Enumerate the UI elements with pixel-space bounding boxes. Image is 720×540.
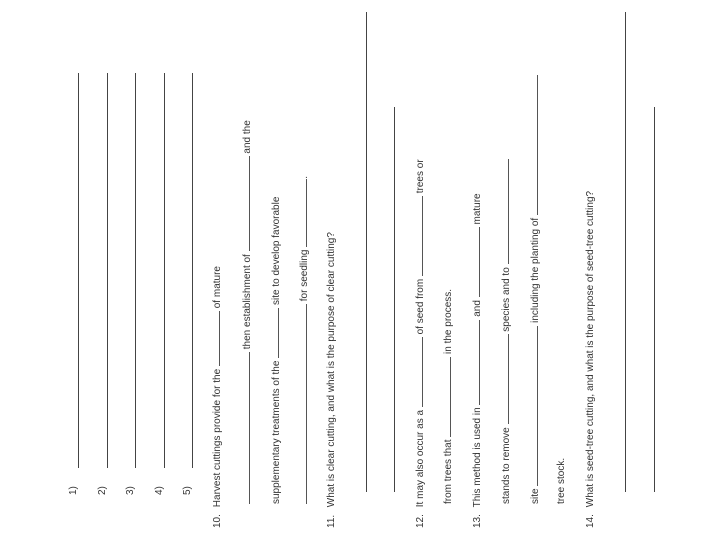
question-10-line-4 [297, 176, 311, 504]
answer-line-2[interactable] [107, 73, 108, 468]
q13-text-1c: mature [472, 193, 483, 225]
q12-blank-1[interactable] [413, 337, 423, 407]
q10-blank-3[interactable] [240, 156, 250, 251]
answer-line-5[interactable] [192, 73, 193, 468]
question-10-line-2 [240, 120, 254, 504]
question-14 [585, 191, 597, 528]
q10-text-3b: site to develop favorable [271, 196, 282, 306]
q13-text-2a: stands to remove [501, 427, 512, 504]
q13-blank-5[interactable] [528, 326, 538, 486]
q12-text-1a: It may also occur as a [415, 409, 426, 508]
list-number-1: 1) [68, 486, 79, 495]
q10-text-1a: Harvest cuttings provide for the [212, 368, 223, 508]
q10-text-2a: then establishment of [242, 254, 253, 350]
q10-blank-1[interactable] [210, 311, 220, 366]
q13-text-3b: including the planting of [530, 217, 541, 323]
question-12-line-1 [413, 159, 427, 528]
q13-blank-4[interactable] [499, 159, 509, 264]
question-13-line-4: tree stock. [556, 457, 567, 504]
q11-answer-line-2[interactable] [394, 107, 395, 492]
question-13-number: 13. [472, 514, 483, 528]
question-14-number: 14. [585, 514, 596, 528]
list-number-3: 3) [125, 486, 136, 495]
q12-text-1b: of seed from [415, 278, 426, 335]
q10-blank-5[interactable] [297, 304, 307, 504]
q10-text-4b: . [299, 175, 310, 179]
question-11 [326, 232, 338, 528]
question-11-number: 11. [326, 514, 337, 528]
question-10-line-1 [210, 266, 224, 528]
question-10-line-3 [269, 197, 283, 504]
question-14-text: What is seed-tree cutting, and what is the purpose of seed-tree cutting? [585, 190, 596, 508]
q13-text-3a: site [530, 488, 541, 504]
q13-blank-1[interactable] [470, 320, 480, 405]
answer-line-3[interactable] [135, 73, 136, 468]
q13-blank-2[interactable] [470, 227, 480, 297]
q10-blank-4[interactable] [269, 308, 279, 358]
q12-text-2a: from trees that [443, 439, 454, 504]
q13-blank-6[interactable] [528, 75, 538, 215]
question-10-number: 10. [212, 514, 223, 528]
q10-text-3a: supplementary treatments of the [271, 360, 282, 504]
q11-answer-line-1[interactable] [366, 12, 367, 492]
q13-blank-3[interactable] [499, 335, 509, 425]
q12-text-1c: trees or [415, 159, 426, 194]
list-number-2: 2) [97, 486, 108, 495]
q12-text-2b: in the process. [443, 288, 454, 354]
q14-answer-line-2[interactable] [654, 107, 655, 492]
question-12-number: 12. [415, 514, 426, 528]
q12-blank-2[interactable] [413, 196, 423, 276]
q10-text-1b: of mature [212, 266, 223, 309]
question-12-line-2 [441, 289, 455, 504]
list-number-5: 5) [182, 486, 193, 495]
q12-blank-3[interactable] [441, 357, 451, 437]
question-13-line-3 [528, 75, 542, 504]
q10-text-2b: and the [242, 120, 253, 154]
list-number-4: 4) [154, 486, 165, 495]
q13-text-2b: species and to [501, 267, 512, 332]
question-13-line-1 [470, 193, 484, 528]
q14-answer-line-1[interactable] [625, 12, 626, 492]
q13-text-1a: This method is used in [472, 407, 483, 508]
question-11-text: What is clear cutting, and what is the purpose of clear cutting? [326, 232, 337, 508]
q10-blank-6[interactable] [297, 179, 307, 247]
question-13-line-2 [499, 159, 513, 504]
q13-text-1b: and [472, 300, 483, 317]
answer-line-1[interactable] [78, 73, 79, 468]
answer-line-4[interactable] [164, 73, 165, 468]
q10-blank-2[interactable] [240, 352, 250, 504]
q10-text-4a: for seedling [299, 249, 310, 302]
